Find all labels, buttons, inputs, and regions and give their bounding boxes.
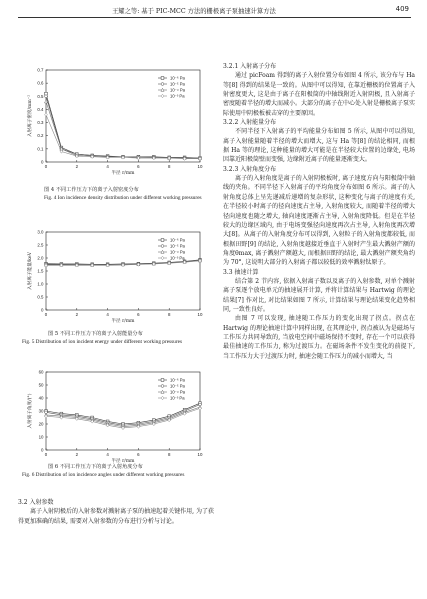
series-1 bbox=[45, 95, 202, 160]
chart-legend bbox=[158, 238, 186, 261]
section-3-3-heading: 3.3 抽速计算 bbox=[223, 268, 259, 276]
figure-6 bbox=[0, 366, 214, 466]
chart-ion-density bbox=[0, 62, 214, 180]
series-3 bbox=[45, 113, 202, 160]
section-3-2-2-heading: 3.2.2 入射能量分布 bbox=[223, 119, 277, 127]
x-tick-label: 2 bbox=[75, 452, 79, 457]
y-tick-label: 0.4 bbox=[37, 106, 44, 112]
x-tick-label: 0 bbox=[44, 452, 48, 457]
figure-4-caption bbox=[44, 186, 204, 202]
y-tick-label: 10 bbox=[38, 434, 44, 440]
y-tick-label: 0.3 bbox=[37, 120, 44, 126]
y-axis-label: 入射离子密度/mm⁻² bbox=[28, 94, 33, 138]
series-0 bbox=[45, 92, 202, 159]
x-tick-label: 10 bbox=[197, 164, 203, 169]
chart-ion-angle bbox=[0, 366, 214, 466]
figure-4 bbox=[0, 62, 214, 180]
left-column-text bbox=[18, 498, 214, 526]
x-tick-label: 6 bbox=[137, 164, 140, 169]
chart-legend bbox=[158, 76, 186, 99]
x-tick-label: 8 bbox=[167, 164, 171, 169]
x-tick-label: 2 bbox=[75, 312, 79, 317]
y-tick-label: 0.7 bbox=[37, 67, 44, 73]
series-line bbox=[46, 93, 200, 158]
y-tick-label: 0 bbox=[41, 447, 44, 453]
section-3-2-paragraph: 离子入射阴极后的入射参数对溅射离子泵的抽速起着关键作用, 为了获得更加准确的结果, 需要对入射参数的分布进行分析与讨论。 bbox=[18, 508, 214, 525]
data-point bbox=[45, 113, 48, 116]
y-tick-label: 0.5 bbox=[37, 294, 44, 300]
section-3-2-2-paragraph: 不同半径下入射离子的平均能量分布如图 5 所示, 从图中可以得知, 离子入射能量随着半径的增大而增大, 这与 Ha 等[8] 的结论相同, 而根据 Ha 等的理论, 这种能量的增大可能是在半径较大位置的边缘处, 电场因靠近阳极筒壁而变强, 边缘附近离子的能量逐渐变大。 bbox=[223, 128, 415, 164]
figure-5 bbox=[0, 226, 214, 326]
legend-label: 10⁻³ Pa bbox=[170, 395, 185, 401]
legend-label: 10⁻³ Pa bbox=[170, 255, 185, 261]
legend-marker bbox=[161, 245, 164, 248]
x-tick-label: 2 bbox=[75, 164, 79, 169]
legend-label: 10⁻⁶ Pa bbox=[170, 377, 185, 383]
x-tick-label: 8 bbox=[167, 452, 171, 457]
y-axis-label: 入射离子能量/keV bbox=[28, 252, 33, 290]
x-tick-label: 6 bbox=[137, 312, 140, 317]
y-tick-label: 2.5 bbox=[37, 242, 44, 248]
x-tick-label: 0 bbox=[44, 164, 48, 169]
legend-label: 10⁻⁶ Pa bbox=[170, 75, 185, 81]
y-tick-label: 0 bbox=[41, 307, 44, 313]
figure-5-caption-en: Fig. 5 Distribution of ion incident energy under different working pressures bbox=[22, 339, 183, 346]
legend-label: 10⁻⁴ Pa bbox=[170, 87, 185, 93]
right-column-text bbox=[223, 62, 415, 361]
section-3-2-1-heading: 3.2.1 入射离子分布 bbox=[223, 63, 277, 70]
x-tick-label: 0 bbox=[44, 312, 48, 317]
y-tick-label: 0.6 bbox=[37, 80, 44, 86]
y-tick-label: 20 bbox=[38, 421, 44, 427]
x-tick-label: 6 bbox=[137, 452, 140, 457]
y-tick-label: 30 bbox=[38, 408, 44, 414]
legend-label: 10⁻⁴ Pa bbox=[170, 389, 185, 395]
figure-6-caption-en: Fig. 6 Distribution of ion incidence angles under different working pressures bbox=[22, 472, 185, 479]
legend-label: 10⁻⁵ Pa bbox=[170, 383, 185, 389]
series-line bbox=[46, 94, 200, 158]
y-tick-label: 0.1 bbox=[37, 146, 44, 152]
series-line bbox=[46, 102, 200, 159]
y-tick-label: 0 bbox=[41, 159, 44, 165]
y-tick-label: 40 bbox=[38, 395, 44, 401]
x-axis-label: 半径 r/mm bbox=[111, 319, 135, 324]
legend-marker bbox=[161, 83, 164, 86]
chart-legend bbox=[158, 378, 186, 401]
legend-label: 10⁻⁶ Pa bbox=[170, 237, 185, 243]
header-rule bbox=[18, 17, 411, 18]
figure-6-caption-cn: 图 6 不同工作压力下的离子入射角度分布 bbox=[48, 464, 143, 470]
section-3-2-1-paragraph: 通过 picFoam 得到的离子入射位置分布如图 4 所示, 该分布与 Ha 等[8] 得到的结果是一致的。从图中可以得知, 在靠近栅极的位置离子入射密度更大, 这是由于离子在阳极筒的中轴线附近入射阴极, 且入射离子密度随着半径的增大而减小。大部分的离子在中心处入射是栅极离子泵实际使用中阴极板被击穿的主要原因。 bbox=[223, 72, 416, 117]
legend-marker bbox=[161, 77, 164, 80]
x-tick-label: 8 bbox=[167, 312, 171, 317]
legend-marker bbox=[161, 239, 164, 242]
legend-label: 10⁻⁴ Pa bbox=[170, 249, 185, 255]
section-3-2-3-paragraph: 离子的入射角度是离子的入射阴极板时, 离子速度方向与阳极筒中轴线的夹角。不同半径下入射离子的平均角度分布如图 6 所示。离子的入射角度总体上呈先递减后递增的复杂形状, 这种变化与离子的速度有关, 在半径较小时离子的径向速度占主导, 入射角度较大, 而随着半径的增大径向速度也随之增大, 轴向速度逐渐占主导, 入射角度降低。但是在半径较大的边缘区域内, 由于电场变强径向速度再次占主导, 入射角度再次增大[8]。从离子的入射角度分布可以得到, 入射粒子的入射角度都较低, 而根据田野[9] 的结论, 入射角度越接近垂直于入射时产生最大溅射产额的角度θmax, 离子溅射产额越大, 而根据田野的结论, 最大溅射产额夹角约为 70°, 这说明大部分的入射离子都以较低的效率溅射钛原子。 bbox=[223, 175, 415, 267]
header-title: 王耀之等: 基于 PIC-MCC 方法的栅极离子泵抽速计算方法 bbox=[112, 8, 276, 15]
y-tick-label: 2.0 bbox=[37, 255, 44, 261]
running-header bbox=[0, 0, 427, 18]
x-tick-label: 10 bbox=[197, 452, 203, 457]
legend-label: 10⁻⁵ Pa bbox=[170, 243, 185, 249]
figure-4-caption-cn: 图 4 不同工作压力下的离子入射密度分布 bbox=[44, 187, 139, 193]
legend-label: 10⁻³ Pa bbox=[170, 93, 185, 99]
data-point bbox=[45, 95, 48, 98]
figure-5-caption-cn: 图 5 不同工作压力下的离子入射能量分布 bbox=[48, 331, 143, 337]
y-tick-label: 1.5 bbox=[37, 268, 44, 274]
y-tick-label: 1.0 bbox=[37, 281, 44, 287]
figure-5-caption bbox=[22, 330, 208, 346]
x-tick-label: 10 bbox=[197, 312, 203, 317]
series-line bbox=[46, 405, 200, 426]
x-tick-label: 4 bbox=[106, 312, 109, 317]
chart-ion-energy bbox=[0, 226, 214, 326]
y-tick-label: 3.0 bbox=[37, 229, 44, 235]
legend-marker bbox=[161, 385, 164, 388]
series-line bbox=[46, 403, 200, 424]
section-3-3-paragraph-1: 结合第 2 节内容, 依据入射离子数以及离子的入射参数, 对单个溅射离子泵逐个放电单元的抽速展开计算, 并将计算结果与 Hartwig 的理论结果[7] 作对比, 对比结果如图 7 所示, 计算结果与理论结果变化趋势相同, 一致性良好。 bbox=[223, 277, 415, 313]
legend-label: 10⁻⁵ Pa bbox=[170, 81, 185, 87]
y-tick-label: 0.5 bbox=[37, 93, 44, 99]
x-tick-label: 4 bbox=[106, 452, 109, 457]
y-tick-label: 0.2 bbox=[37, 133, 44, 139]
legend-marker bbox=[161, 256, 164, 259]
x-axis-label: 半径 r/mm bbox=[111, 171, 135, 176]
section-3-3-paragraph-2: 由图 7 可以发现, 抽速随工作压力的变化出现了拐点。拐点在 Hartwig 的理论抽速计算中同样出现, 在其理论中, 拐点被认为是磁场与工作压力共同导致的, 当放电空间中磁场保持不变时, 存在一个可以获得最佳抽速的工作压力, 称为过渡压力。在磁场条件不发生变化的前提下, 当工作压力大于过渡压力时, 抽速会随工作压力的减小而增大, 当 bbox=[223, 315, 415, 360]
x-tick-label: 4 bbox=[106, 164, 109, 169]
legend-marker bbox=[161, 396, 164, 399]
figure-6-caption bbox=[22, 463, 208, 479]
page-number: 409 bbox=[395, 5, 409, 13]
legend-marker bbox=[161, 94, 164, 97]
section-3-2-heading: 3.2 入射参数 bbox=[18, 499, 54, 506]
figure-4-caption-en: Fig. 4 Ion incidence density distribution under different working pressures bbox=[44, 195, 202, 202]
section-3-2-3-heading: 3.2.3 入射角度分布 bbox=[223, 165, 277, 173]
legend-marker bbox=[161, 379, 164, 382]
y-tick-label: 50 bbox=[38, 382, 44, 388]
y-tick-label: 60 bbox=[38, 369, 44, 375]
series-3 bbox=[45, 407, 202, 430]
y-axis-label: 入射离子角度/(°) bbox=[28, 393, 33, 429]
x-axis-label: 半径 r/mm bbox=[111, 459, 135, 464]
